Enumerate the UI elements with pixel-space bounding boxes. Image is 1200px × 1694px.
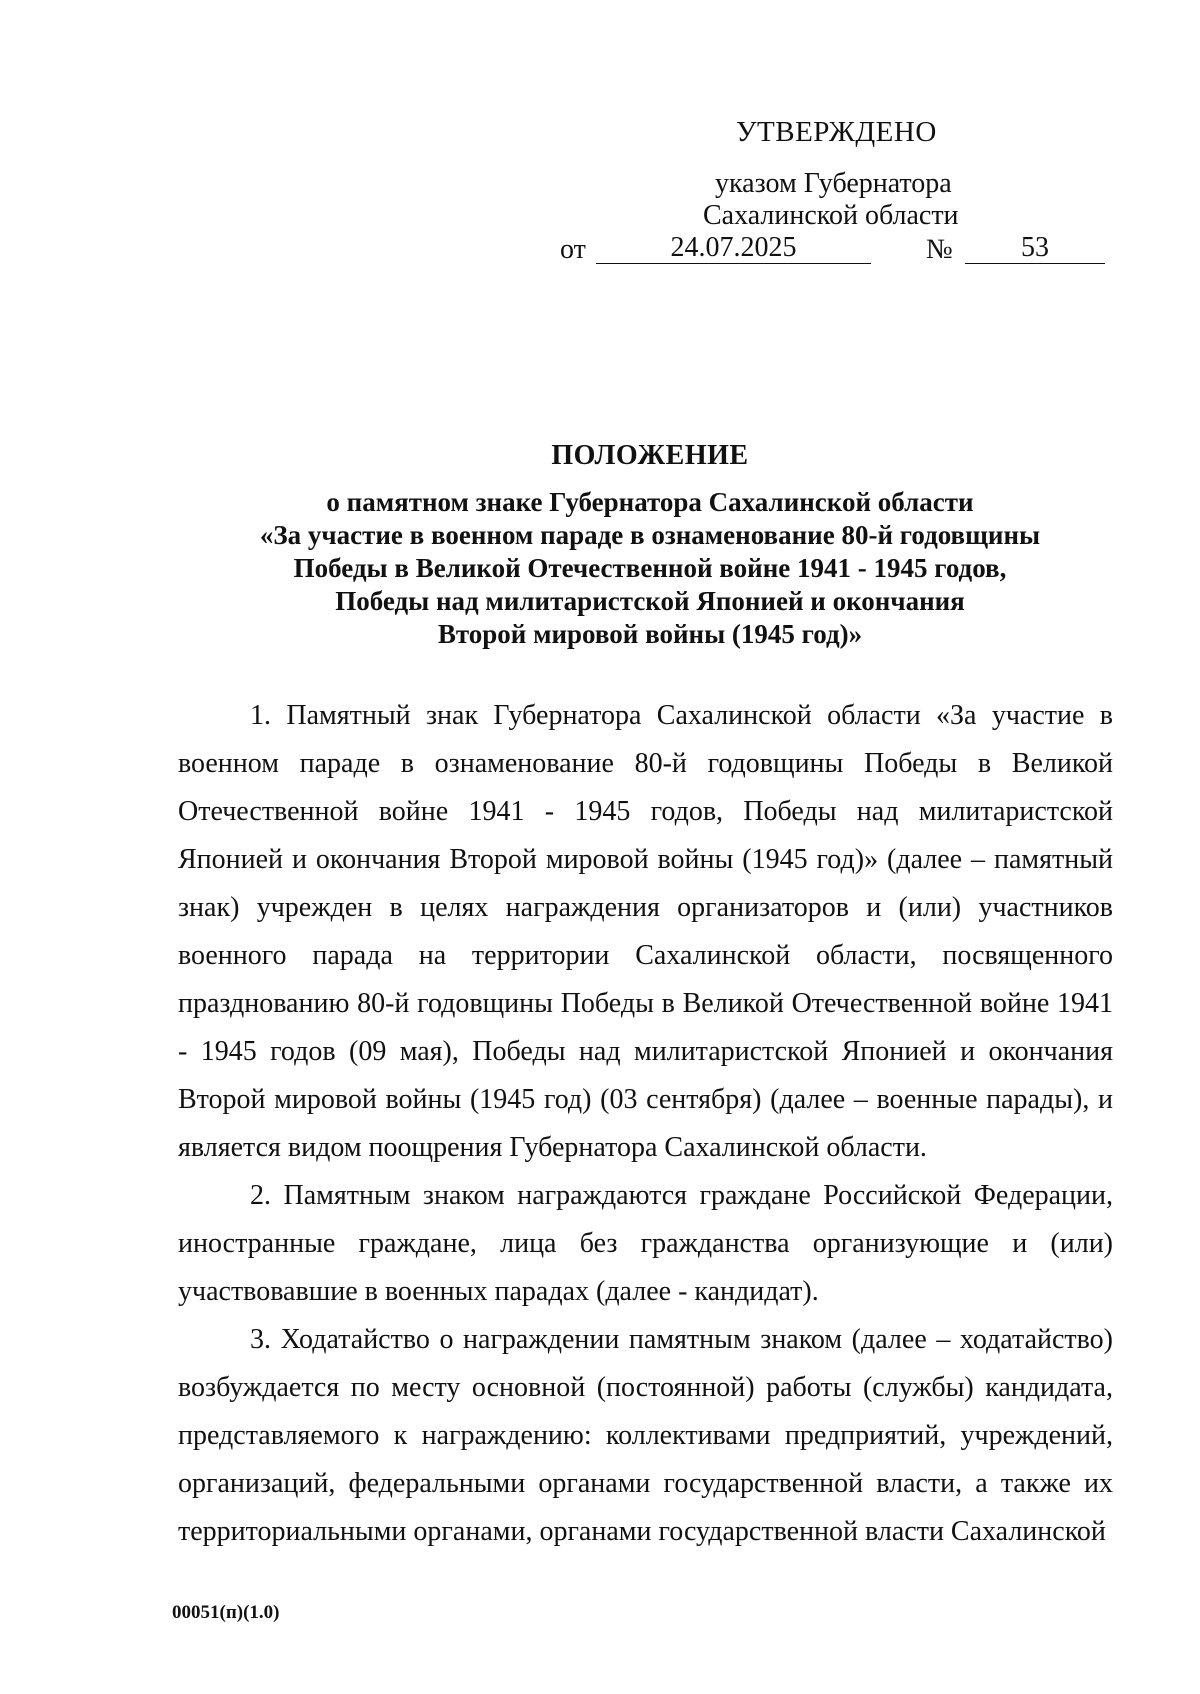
subtitle-line: «За участие в военном параде в ознаменование 80-й годовщины (259, 520, 1041, 550)
paragraph-1: 1. Памятный знак Губернатора Сахалинской области «За участие в военном параде в ознаменование 80-й годовщины Победы в Великой Отечественной войне 1941 - 1945 годов, Победы над милитаристской Японией и окончания Второй мировой войны (1945 год)» (далее – памятный знак) учрежден в целях награждения организаторов и (или) участников военного парада на территории Сахалинской области, посвященного празднованию 80-й годовщины Победы в Великой Отечественной войне 1941 - 1945 годов (09 мая), Победы над милитаристской Японией и окончания Второй мировой войны (1945 год) (03 сентября) (далее – военные парады), и является видом поощрения Губернатора Сахалинской области. (178, 700, 1113, 1163)
number-sign: № (926, 234, 953, 265)
subtitle-line: Победы в Великой Отечественной войне 1941 - 1945 годов, (293, 553, 1007, 583)
approval-region: Сахалинской области (703, 200, 959, 231)
footer-code: 00051(п)(1.0) (172, 1602, 280, 1623)
from-label: от (560, 234, 586, 265)
subtitle-line: Победы над милитаристской Японией и окончания (335, 586, 965, 616)
paragraph-3: 3. Ходатайство о награждении памятным знаком (далее – ходатайство) возбуждается по месту основной (постоянной) работы (службы) кандидата, представляемого к награждению: коллективами предприятий, учреждений, организаций, федеральными органами государственной власти, а также их территориальными органами, органами государственной власти Сахалинской (178, 1324, 1113, 1547)
document-subtitle (0, 486, 1200, 651)
approval-date: 24.07.2025 (596, 232, 871, 264)
approval-title: УТВЕРЖДЕНО (736, 116, 937, 148)
document-body (178, 692, 1113, 1556)
paragraph-2: 2. Памятным знаком награждаются граждане Российской Федерации, иностранные граждане, лица без гражданства организующие и (или) участвовавшие в военных парадах (далее - кандидат). (178, 1180, 1113, 1307)
subtitle-line: Второй мировой войны (1945 год)» (437, 619, 863, 649)
approval-authority: указом Губернатора (715, 168, 952, 199)
subtitle-line: о памятном знаке Губернатора Сахалинской области (326, 487, 974, 517)
approval-date-row (560, 232, 1105, 272)
approval-number: 53 (965, 232, 1105, 264)
document-title: ПОЛОЖЕНИЕ (551, 440, 749, 471)
